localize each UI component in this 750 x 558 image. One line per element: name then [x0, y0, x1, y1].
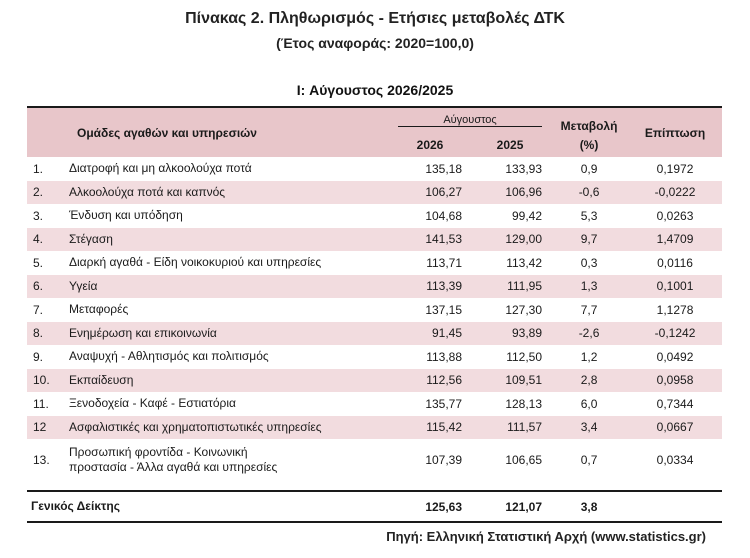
row-index: 8. — [27, 322, 65, 346]
table-row — [27, 345, 722, 369]
row-value-2026: 107,39 — [390, 439, 470, 481]
row-label: Διατροφή και μη αλκοολούχα ποτά — [65, 157, 390, 181]
table-subtitle: (Έτος αναφοράς: 2020=100,0) — [276, 35, 474, 51]
row-impact: -0,0222 — [628, 181, 722, 205]
row-value-2026: 106,27 — [390, 181, 470, 205]
row-value-2026: 137,15 — [390, 298, 470, 322]
row-label: Μεταφορές — [65, 298, 390, 322]
row-change: -2,6 — [550, 322, 628, 346]
row-label: Ξενοδοχεία - Καφέ - Εστιατόρια — [65, 392, 390, 416]
row-value-2025: 111,57 — [470, 416, 550, 440]
row-value-2026: 112,56 — [390, 369, 470, 393]
source-note: Πηγή: Ελληνική Στατιστική Αρχή (www.statistics.gr) — [386, 529, 706, 544]
row-impact: 0,0334 — [628, 439, 722, 481]
row-label — [65, 439, 390, 481]
table-row — [27, 322, 722, 346]
row-label-line: Προσωπική φροντίδα - Κοινωνική — [69, 445, 248, 459]
total-label: Γενικός Δείκτης — [27, 491, 390, 522]
row-value-2026: 113,39 — [390, 275, 470, 299]
row-label: Υγεία — [65, 275, 390, 299]
spacer-cell — [27, 481, 722, 491]
table-row — [27, 369, 722, 393]
row-value-2026: 104,68 — [390, 204, 470, 228]
spacer-row — [27, 481, 722, 491]
row-label: Στέγαση — [65, 228, 390, 252]
total-row — [27, 491, 722, 522]
row-impact: 1,1278 — [628, 298, 722, 322]
row-label: Ενημέρωση και επικοινωνία — [65, 322, 390, 346]
header-change: Μεταβολή — [550, 107, 628, 133]
row-index: 12 — [27, 416, 65, 440]
row-change: 0,3 — [550, 251, 628, 275]
row-change: 0,7 — [550, 439, 628, 481]
header-2025: 2025 — [470, 133, 550, 157]
row-index: 13. — [27, 439, 65, 481]
total-value-2026: 125,63 — [390, 491, 470, 522]
row-impact: 0,1001 — [628, 275, 722, 299]
row-change: 9,7 — [550, 228, 628, 252]
row-impact: 0,0263 — [628, 204, 722, 228]
row-value-2026: 113,71 — [390, 251, 470, 275]
row-change: -0,6 — [550, 181, 628, 205]
row-change: 1,3 — [550, 275, 628, 299]
table-row — [27, 439, 722, 481]
table-row — [27, 204, 722, 228]
header-august-cell — [390, 107, 550, 133]
row-impact: 1,4709 — [628, 228, 722, 252]
row-change: 3,4 — [550, 416, 628, 440]
total-value-2025: 121,07 — [470, 491, 550, 522]
table-row — [27, 157, 722, 181]
row-index: 5. — [27, 251, 65, 275]
header-change-unit: (%) — [550, 133, 628, 157]
header-2026: 2026 — [390, 133, 470, 157]
table-row — [27, 251, 722, 275]
row-index: 6. — [27, 275, 65, 299]
row-impact: 0,0492 — [628, 345, 722, 369]
row-label: Διαρκή αγαθά - Είδη νοικοκυριού και υπηρεσίες — [65, 251, 390, 275]
row-value-2025: 127,30 — [470, 298, 550, 322]
row-value-2025: 111,95 — [470, 275, 550, 299]
row-impact: 0,1972 — [628, 157, 722, 181]
row-value-2025: 106,96 — [470, 181, 550, 205]
header-august: Αύγουστος — [398, 114, 542, 127]
row-value-2026: 141,53 — [390, 228, 470, 252]
table-row — [27, 228, 722, 252]
table-title: Πίνακας 2. Πληθωρισμός - Ετήσιες μεταβολές ΔΤΚ — [185, 10, 565, 27]
row-impact: 0,0667 — [628, 416, 722, 440]
row-value-2025: 113,42 — [470, 251, 550, 275]
row-change: 0,9 — [550, 157, 628, 181]
row-label-line: προστασία - Άλλα αγαθά και υπηρεσίες — [69, 460, 278, 474]
row-value-2026: 113,88 — [390, 345, 470, 369]
row-value-2025: 99,42 — [470, 204, 550, 228]
row-index: 2. — [27, 181, 65, 205]
row-label: Αλκοολούχα ποτά και καπνός — [65, 181, 390, 205]
row-value-2025: 93,89 — [470, 322, 550, 346]
row-label: Ασφαλιστικές και χρηματοπιστωτικές υπηρεσίες — [65, 416, 390, 440]
header-groups: Ομάδες αγαθών και υπηρεσιών — [27, 107, 390, 157]
row-label: Εκπαίδευση — [65, 369, 390, 393]
row-value-2026: 135,77 — [390, 392, 470, 416]
table-row — [27, 181, 722, 205]
row-change: 1,2 — [550, 345, 628, 369]
row-index: 4. — [27, 228, 65, 252]
row-index: 10. — [27, 369, 65, 393]
row-change: 5,3 — [550, 204, 628, 228]
row-impact: 0,0958 — [628, 369, 722, 393]
row-change: 2,8 — [550, 369, 628, 393]
total-change: 3,8 — [550, 491, 628, 522]
period-heading: I: Αύγουστος 2026/2025 — [296, 82, 454, 98]
row-index: 7. — [27, 298, 65, 322]
cpi-table — [27, 106, 722, 523]
table-row — [27, 416, 722, 440]
row-change: 6,0 — [550, 392, 628, 416]
row-impact: -0,1242 — [628, 322, 722, 346]
row-change: 7,7 — [550, 298, 628, 322]
row-value-2026: 115,42 — [390, 416, 470, 440]
table-row — [27, 392, 722, 416]
row-value-2025: 128,13 — [470, 392, 550, 416]
table-row — [27, 275, 722, 299]
row-index: 9. — [27, 345, 65, 369]
row-impact: 0,7344 — [628, 392, 722, 416]
total-impact — [628, 491, 722, 522]
row-value-2025: 106,65 — [470, 439, 550, 481]
row-value-2026: 91,45 — [390, 322, 470, 346]
row-impact: 0,0116 — [628, 251, 722, 275]
row-value-2025: 112,50 — [470, 345, 550, 369]
table-row — [27, 298, 722, 322]
row-value-2025: 133,93 — [470, 157, 550, 181]
row-label: Ένδυση και υπόδηση — [65, 204, 390, 228]
header-impact: Επίπτωση — [628, 107, 722, 157]
row-index: 3. — [27, 204, 65, 228]
row-value-2026: 135,18 — [390, 157, 470, 181]
row-value-2025: 129,00 — [470, 228, 550, 252]
row-index: 1. — [27, 157, 65, 181]
row-value-2025: 109,51 — [470, 369, 550, 393]
row-index: 11. — [27, 392, 65, 416]
row-label: Αναψυχή - Αθλητισμός και πολιτισμός — [65, 345, 390, 369]
